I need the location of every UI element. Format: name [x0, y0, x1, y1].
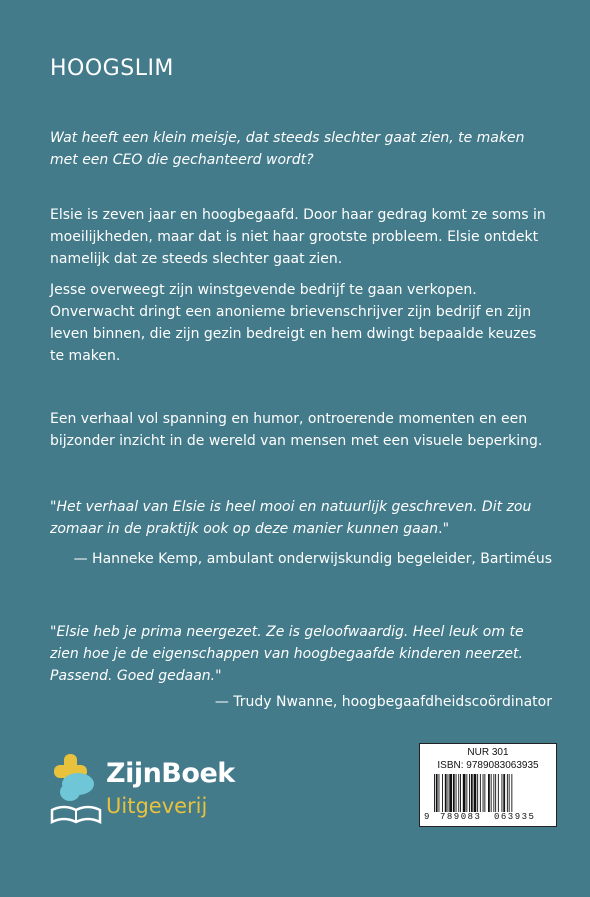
intro-question: Wat heeft een klein meisje, dat steeds slechter gaat zien, te maken met een CEO die gechanteerd wordt?: [50, 130, 525, 168]
barcode-bar: [434, 774, 435, 812]
barcode-bar: [495, 774, 496, 812]
barcode-bar: [469, 774, 470, 812]
barcode-bar: [502, 774, 503, 812]
barcode-bar: [511, 774, 512, 812]
quote-2-text: Elsie heb je prima neergezet. Ze is geloofwaardig. Heel leuk om te zien hoe je de eigenschappen van hoogbegaafde kinderen neerzet. Passend. Goed gedaan.: [50, 624, 524, 684]
barcode-bar: [491, 774, 492, 812]
barcode-bar: [488, 774, 490, 812]
barcode-bar: [507, 774, 508, 812]
quote-1-text: Het verhaal van Elsie is heel mooi en natuurlijk geschreven. Dit zou zomaar in de praktijk ook op deze manier kunnen gaan: [50, 499, 532, 537]
barcode-bar: [498, 774, 499, 812]
quote-2-attribution: — Trudy Nwanne, hoogbegaafdheidscoördinator: [214, 694, 552, 710]
barcode-bar: [477, 774, 478, 812]
paragraph-1: Elsie is zeven jaar en hoogbegaafd. Door haar gedrag komt ze soms in moeilijkheden, maar dat is niet haar grootste probleem. Elsie ontdekt namelijk dat ze steeds slechter gaat zien.: [50, 207, 546, 267]
isbn-number: ISBN: 9789083063935: [437, 760, 539, 771]
barcode-bar: [453, 774, 455, 812]
barcode-bar: [480, 774, 481, 812]
barcode-bar: [436, 774, 438, 812]
barcode-bar: [484, 774, 485, 812]
barcode-bar: [458, 774, 459, 812]
barcode-bar: [474, 774, 477, 812]
paragraph-3: Een verhaal vol spanning en humor, ontroerende momenten en een bijzonder inzicht in de wereld van mensen met een visuele beperking.: [50, 411, 543, 449]
quote-close-mark: ": [215, 668, 222, 684]
book-logo-icon: [48, 752, 104, 827]
barcode-bar: [483, 774, 484, 812]
barcode-bar: [509, 774, 510, 812]
barcode-bars: [434, 774, 544, 812]
barcode-bar: [471, 774, 473, 812]
nur-code: NUR 301: [467, 747, 509, 758]
quote-2: [50, 621, 550, 687]
barcode-bar: [442, 774, 443, 812]
barcode-bar: [466, 774, 467, 812]
barcode-left-digits: 789083: [440, 812, 482, 822]
paragraph-2: Jesse overweegt zijn winstgevende bedrijf te gaan verkopen. Onverwacht dringt een anonieme brievenschrijver zijn bedrijf en zijn leven binnen, die zijn gezin bedreigt en hem dwingt bepaalde keuzes te maken.: [50, 282, 537, 364]
quote-open-mark: ": [50, 499, 57, 515]
barcode-bar: [448, 774, 449, 812]
barcode-bar: [439, 774, 440, 812]
barcode-bar: [456, 774, 457, 812]
barcode-lead-digit: 9: [424, 812, 430, 822]
isbn-barcode-box: [419, 743, 557, 827]
barcode-bar: [493, 774, 494, 812]
barcode-bar: [503, 774, 505, 812]
book-title: HOOGSLIM: [50, 56, 174, 81]
publisher-name: ZijnBoek: [106, 758, 235, 789]
quote-close-mark: .": [438, 521, 450, 537]
quote-open-mark: ": [50, 624, 57, 640]
quote-1-attribution: — Hanneke Kemp, ambulant onderwijskundig begeleider, Bartiméus: [73, 551, 552, 567]
publisher-logo: [48, 752, 248, 827]
barcode-right-digits: 063935: [494, 812, 536, 822]
publisher-subtitle: Uitgeverij: [106, 794, 208, 818]
barcode-bar: [463, 774, 466, 812]
quote-1: [50, 496, 550, 540]
barcode-bar: [445, 774, 447, 812]
barcode-bar: [460, 774, 461, 812]
barcode-bar: [449, 774, 452, 812]
